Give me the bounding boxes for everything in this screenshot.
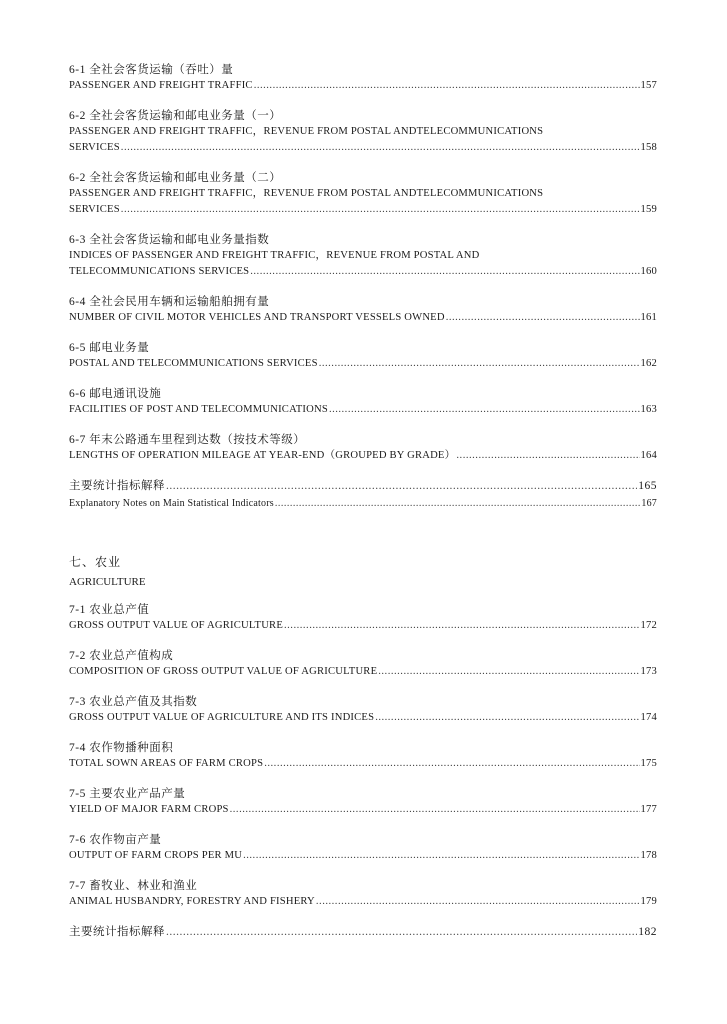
page-number: 175 [640, 758, 657, 769]
entry-title-cn: 7-4 农作物播种面积 [69, 742, 174, 754]
entry-title-en: TOTAL SOWN AREAS OF FARM CROPS [69, 758, 264, 769]
toc-entry-notes-cn-7[interactable] [69, 924, 657, 940]
dot-leader [319, 356, 640, 372]
entry-title-en: LENGTHS OF OPERATION MILEAGE AT YEAR-END（GROUPED BY GRADE） [69, 450, 456, 461]
dot-leader [250, 264, 639, 280]
dot-leader [264, 756, 639, 772]
toc-entry-6-1[interactable] [69, 62, 657, 94]
entry-title-en-line: PASSENGER AND FREIGHT TRAFFIC，REVENUE FROM POSTAL ANDTELECOMMUNICATIONS [69, 188, 544, 199]
page-number: 164 [640, 450, 657, 461]
table-of-contents [69, 62, 657, 942]
notes-title-cn: 主要统计指标解释 [69, 480, 165, 492]
entry-title-cn: 7-6 农作物亩产量 [69, 834, 162, 846]
entry-title-en: GROSS OUTPUT VALUE OF AGRICULTURE [69, 620, 283, 631]
entry-title-en: POSTAL AND TELECOMMUNICATIONS SERVICES [69, 358, 318, 369]
page-number: 167 [641, 498, 657, 509]
page-number: 157 [640, 80, 657, 91]
dot-leader [316, 894, 640, 910]
toc-entry-7-4[interactable] [69, 740, 657, 772]
toc-entry-notes-en-6[interactable] [69, 496, 657, 512]
entry-title-en: TELECOMMUNICATIONS SERVICES [69, 266, 250, 277]
dot-leader [446, 310, 640, 326]
entry-title-cn: 6-7 年末公路通车里程到达数（按技术等级） [69, 434, 306, 446]
page-number: 172 [640, 620, 657, 631]
toc-entry-6-7[interactable] [69, 432, 657, 464]
page-number: 160 [640, 266, 657, 277]
chapter-title-en: AGRICULTURE [69, 576, 146, 588]
entry-title-en: PASSENGER AND FREIGHT TRAFFIC [69, 80, 253, 91]
entry-title-cn: 7-2 农业总产值构成 [69, 650, 174, 662]
toc-entry-7-3[interactable] [69, 694, 657, 726]
dot-leader [121, 202, 640, 218]
toc-entry-6-6[interactable] [69, 386, 657, 418]
entry-title-en-line: INDICES OF PASSENGER AND FREIGHT TRAFFIC，REVENUE FROM POSTAL AND [69, 250, 480, 261]
entry-title-cn: 7-7 畜牧业、林业和渔业 [69, 880, 198, 892]
entry-title-cn: 6-2 全社会客货运输和邮电业务量（一） [69, 110, 282, 122]
dot-leader [329, 402, 640, 418]
entry-title-en: COMPOSITION OF GROSS OUTPUT VALUE OF AGRICULTURE [69, 666, 378, 677]
page-number: 159 [640, 204, 657, 215]
toc-entry-7-5[interactable] [69, 786, 657, 818]
dot-leader [121, 140, 640, 156]
dot-leader [375, 710, 639, 726]
dot-leader [284, 618, 640, 634]
entry-title-cn: 6-4 全社会民用车辆和运输船舶拥有量 [69, 296, 270, 308]
toc-entry-7-6[interactable] [69, 832, 657, 864]
entry-title-en: OUTPUT OF FARM CROPS PER MU [69, 850, 243, 861]
entry-title-cn: 7-5 主要农业产品产量 [69, 788, 186, 800]
page-number: 174 [640, 712, 657, 723]
notes-title-cn: 主要统计指标解释 [69, 926, 165, 938]
entry-title-en: FACILITIES OF POST AND TELECOMMUNICATIONS [69, 404, 328, 415]
page-number: 161 [640, 312, 657, 323]
dot-leader [166, 478, 637, 494]
toc-entry-6-3[interactable] [69, 232, 657, 280]
page-number: 177 [640, 804, 657, 815]
entry-title-cn: 7-3 农业总产值及其指数 [69, 696, 198, 708]
dot-leader [378, 664, 639, 680]
page-number: 158 [640, 142, 657, 153]
toc-entry-7-1[interactable] [69, 602, 657, 634]
toc-entry-6-2b[interactable] [69, 170, 657, 218]
entry-title-cn: 6-2 全社会客货运输和邮电业务量（二） [69, 172, 282, 184]
page-number: 165 [638, 480, 657, 492]
entry-title-en: ANIMAL HUSBANDRY, FORESTRY AND FISHERY [69, 896, 315, 907]
dot-leader [254, 78, 640, 94]
page-number: 162 [640, 358, 657, 369]
page-number: 179 [640, 896, 657, 907]
page-number: 182 [638, 926, 657, 938]
entry-title-en: YIELD OF MAJOR FARM CROPS [69, 804, 229, 815]
entry-title-en: GROSS OUTPUT VALUE OF AGRICULTURE AND ITS INDICES [69, 712, 375, 723]
entry-title-en: SERVICES [69, 142, 120, 153]
toc-entry-6-4[interactable] [69, 294, 657, 326]
entry-title-en-line: PASSENGER AND FREIGHT TRAFFIC，REVENUE FROM POSTAL ANDTELECOMMUNICATIONS [69, 126, 544, 137]
entry-title-cn: 6-1 全社会客货运输（吞吐）量 [69, 64, 234, 76]
dot-leader [456, 448, 639, 464]
toc-entry-notes-cn-6[interactable] [69, 478, 657, 494]
dot-leader [243, 848, 639, 864]
chapter-title-cn: 七、农业 [69, 555, 122, 569]
chapter-7-heading [69, 552, 657, 592]
entry-title-cn: 7-1 农业总产值 [69, 604, 150, 616]
dot-leader [166, 924, 637, 940]
notes-title-en: Explanatory Notes on Main Statistical Indicators [69, 498, 274, 509]
dot-leader [230, 802, 640, 818]
toc-entry-7-2[interactable] [69, 648, 657, 680]
dot-leader [275, 496, 641, 512]
entry-title-en: NUMBER OF CIVIL MOTOR VEHICLES AND TRANSPORT VESSELS OWNED [69, 312, 445, 323]
entry-title-cn: 6-6 邮电通讯设施 [69, 388, 162, 400]
toc-entry-6-5[interactable] [69, 340, 657, 372]
entry-title-cn: 6-5 邮电业务量 [69, 342, 150, 354]
toc-entry-6-2a[interactable] [69, 108, 657, 156]
page-number: 163 [640, 404, 657, 415]
entry-title-en: SERVICES [69, 204, 120, 215]
toc-entry-7-7[interactable] [69, 878, 657, 910]
page-number: 173 [640, 666, 657, 677]
entry-title-cn: 6-3 全社会客货运输和邮电业务量指数 [69, 234, 270, 246]
page-number: 178 [640, 850, 657, 861]
